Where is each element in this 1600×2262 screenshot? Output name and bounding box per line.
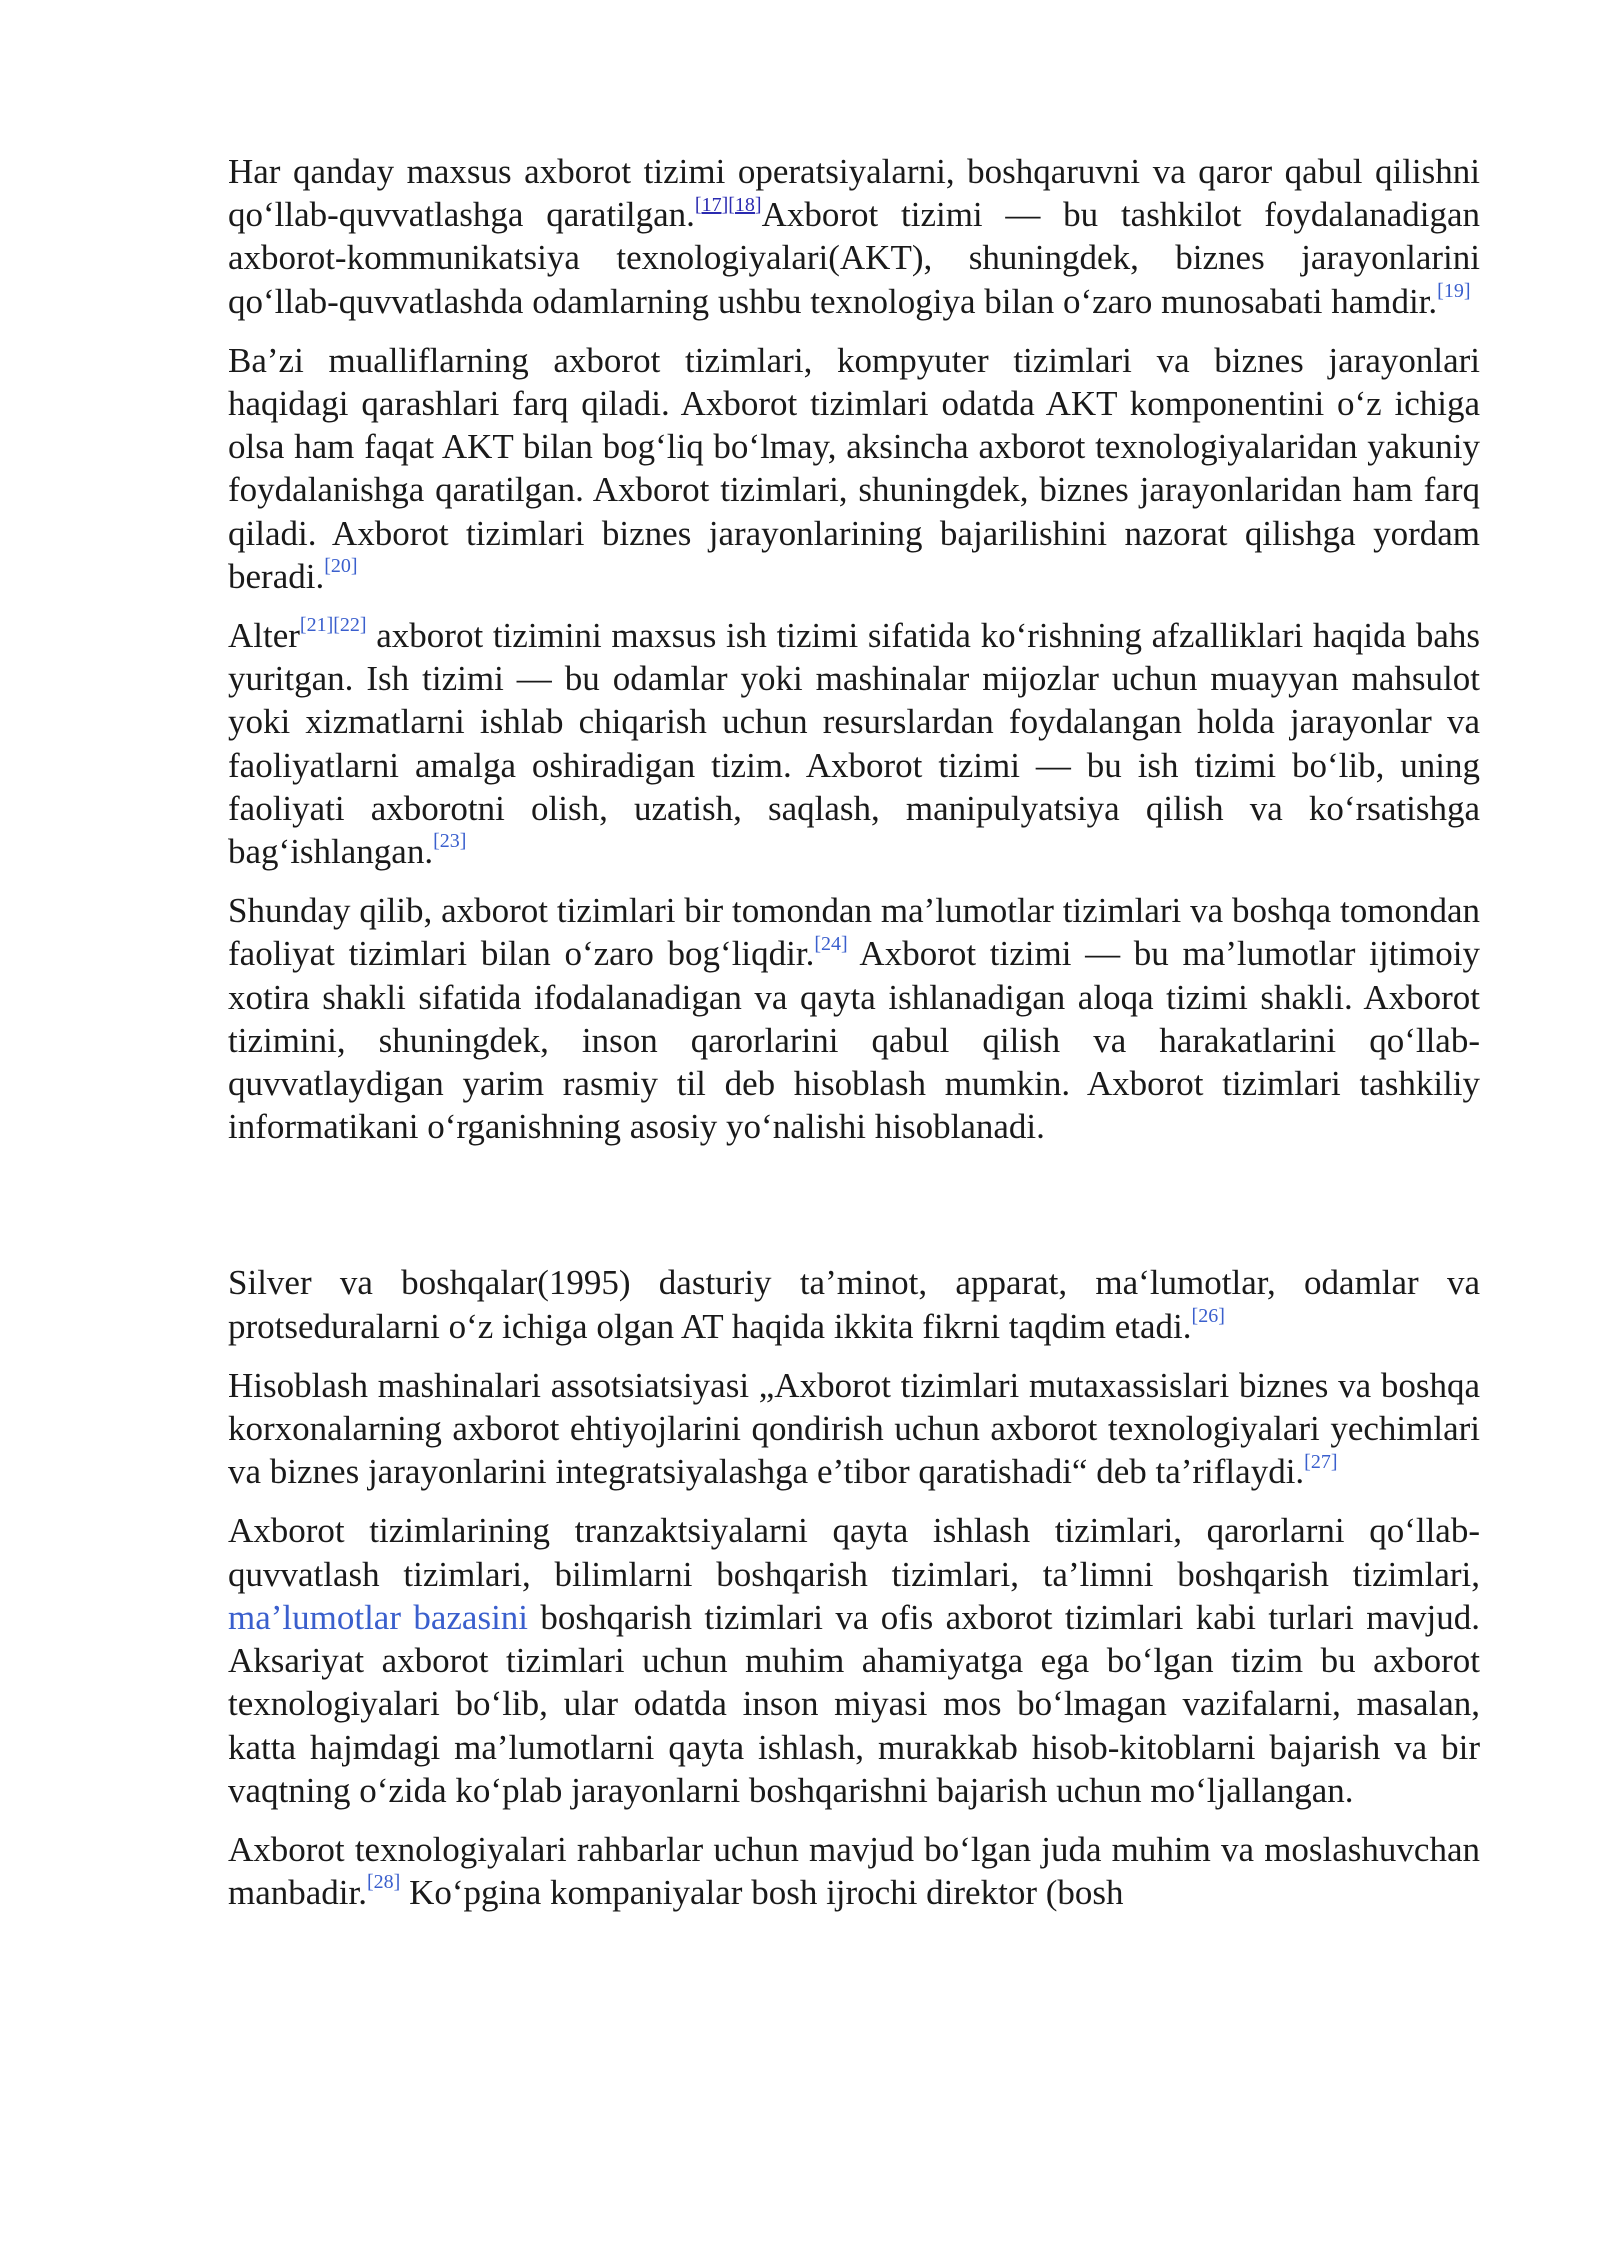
citation-link[interactable]: [26]	[1191, 1305, 1225, 1328]
citation-link[interactable]: [20]	[324, 555, 358, 578]
citation-link[interactable]: [21]	[299, 614, 334, 637]
paragraph-text: Axborot tizimlarining tranzaktsiyalarni qayta ishlash tizimlari, qarorlarni qo‘llab-quvvatlash tizimlari, bilimlarni boshqarish tizimlari, ta’limni boshqarish tizimlari,	[228, 1511, 1480, 1594]
citation-link[interactable]: [24]	[814, 932, 848, 955]
paragraph	[228, 339, 1480, 598]
paragraph-text: Ba’zi mualliflarning axborot tizimlari, kompyuter tizimlari va biznes jarayonlari haqidagi qarashlari farq qiladi. Axborot tizimlari odatda AKT komponentini o‘z ichiga olsa ham faqat AKT bilan bog‘liq bo‘lmay, aksincha axborot texnologiyalaridan yakuniy foydalanishga qaratilgan. Axborot tizimlari, shuningdek, biznes jarayonlaridan ham farq qiladi. Axborot tizimlari biznes jarayonlarining bajarilishini nazorat qilishga yordam beradi.	[228, 340, 1480, 596]
paragraph-text: Axborot texnologiyalari rahbarlar uchun mavjud bo‘lgan juda muhim va moslashuvchan manbadir.	[228, 1829, 1480, 1913]
paragraph	[228, 1509, 1480, 1811]
paragraph	[228, 1261, 1480, 1347]
document-body	[228, 150, 1480, 1930]
paragraph-text: Axborot tizimi — bu ma’lumotlar ijtimoiy xotira shakli sifatida ifodalanadigan va qayta ishlanadigan aloqa tizimi shakli. Axborot tizimini, shuningdek, inson qarorlarini qabul qilish va harakatlarini qo‘llab-quvvatlaydigan yarim rasmiy til deb hisoblash mumkin. Axborot tizimlari tashkiliy informatikani o‘rganishning asosiy yo‘nalishi hisoblanadi.	[228, 934, 1480, 1147]
paragraph	[228, 1828, 1480, 1914]
paragraph	[228, 614, 1480, 873]
paragraph	[228, 1364, 1480, 1494]
paragraph	[228, 889, 1480, 1148]
citation-link[interactable]: [28]	[367, 1871, 401, 1894]
paragraph-text: Har qanday maxsus axborot tizimi operatsiyalarni, boshqaruvni va qaror qabul qilishni qo‘llab-quvvatlashga qaratilgan.	[228, 152, 1480, 235]
paragraph-text: Alter	[228, 616, 300, 656]
paragraph-text: Axborot tizimi — bu tashkilot foydalanadigan axborot-kommunikatsiya texnologiyalari(AKT), shuningdek, biznes jarayonlarini qo‘llab-quvvatlashda odamlarning ushbu texnologiya bilan o‘zaro munosabati hamdir.	[228, 195, 1480, 321]
citation-link[interactable]: [27]	[1304, 1450, 1338, 1473]
paragraph	[228, 150, 1480, 323]
citation-link[interactable]: [22]	[333, 614, 367, 637]
citation-link[interactable]: [19]	[1437, 279, 1471, 302]
paragraph-text: Ko‘pgina kompaniyalar bosh ijrochi direktor (bosh	[400, 1873, 1124, 1913]
citation-link[interactable]: [18]	[728, 193, 762, 216]
paragraph-text: axborot tizimini maxsus ish tizimi sifatida ko‘rishning afzalliklari haqida bahs yuritgan. Ish tizimi — bu odamlar yoki mashinalar mijozlar uchun muayyan mahsulot yoki xizmatlarni ishlab chiqarish uchun resurslardan foydalangan holda jarayonlar va faoliyatlarni amalga oshiradigan tizim. Axborot tizimi — bu ish tizimi bo‘lib, uning faoliyati axborotni olish, uzatish, saqlash, manipulyatsiya qilish va ko‘rsatishga bag‘ishlangan.	[228, 616, 1480, 872]
citation-link[interactable]: [17]	[694, 193, 729, 216]
paragraph-text: Silver va boshqalar(1995) dasturiy ta’minot, apparat, ma‘lumotlar, odamlar va protseduralarni o‘z ichiga olgan AT haqida ikkita fikrni taqdim etadi.	[228, 1263, 1480, 1346]
inline-link[interactable]: ma’lumotlar bazasini	[228, 1597, 529, 1637]
paragraph-text: Shunday qilib, axborot tizimlari bir tomondan ma’lumotlar tizimlari va boshqa tomondan faoliyat tizimlari bilan o‘zaro bog‘liqdir.	[228, 891, 1480, 974]
paragraph-text: boshqarish tizimlari va ofis axborot tizimlari kabi turlari mavjud. Aksariyat axborot tizimlari uchun muhim ahamiyatga ega bo‘lgan tizim bu axborot texnologiyalari bo‘lib, ular odatda inson miyasi mos bo‘lmagan vazifalarni, masalan, katta hajmdagi ma’lumotlarni qayta ishlash, murakkab hisob-kitoblarni bajarish va bir vaqtning o‘zida ko‘plab jarayonlarni boshqarishni bajarish uchun mo‘ljallangan.	[228, 1597, 1480, 1810]
citation-link[interactable]: [23]	[433, 830, 467, 853]
paragraph-text: Hisoblash mashinalari assotsiatsiyasi „Axborot tizimlari mutaxassislari biznes va boshqa korxonalarning axborot ehtiyojlarini qondirish uchun axborot texnologiyalari yechimlari va biznes jarayonlarini integratsiyalashga e’tibor qaratishadi“ deb ta’riflaydi.	[228, 1365, 1480, 1492]
